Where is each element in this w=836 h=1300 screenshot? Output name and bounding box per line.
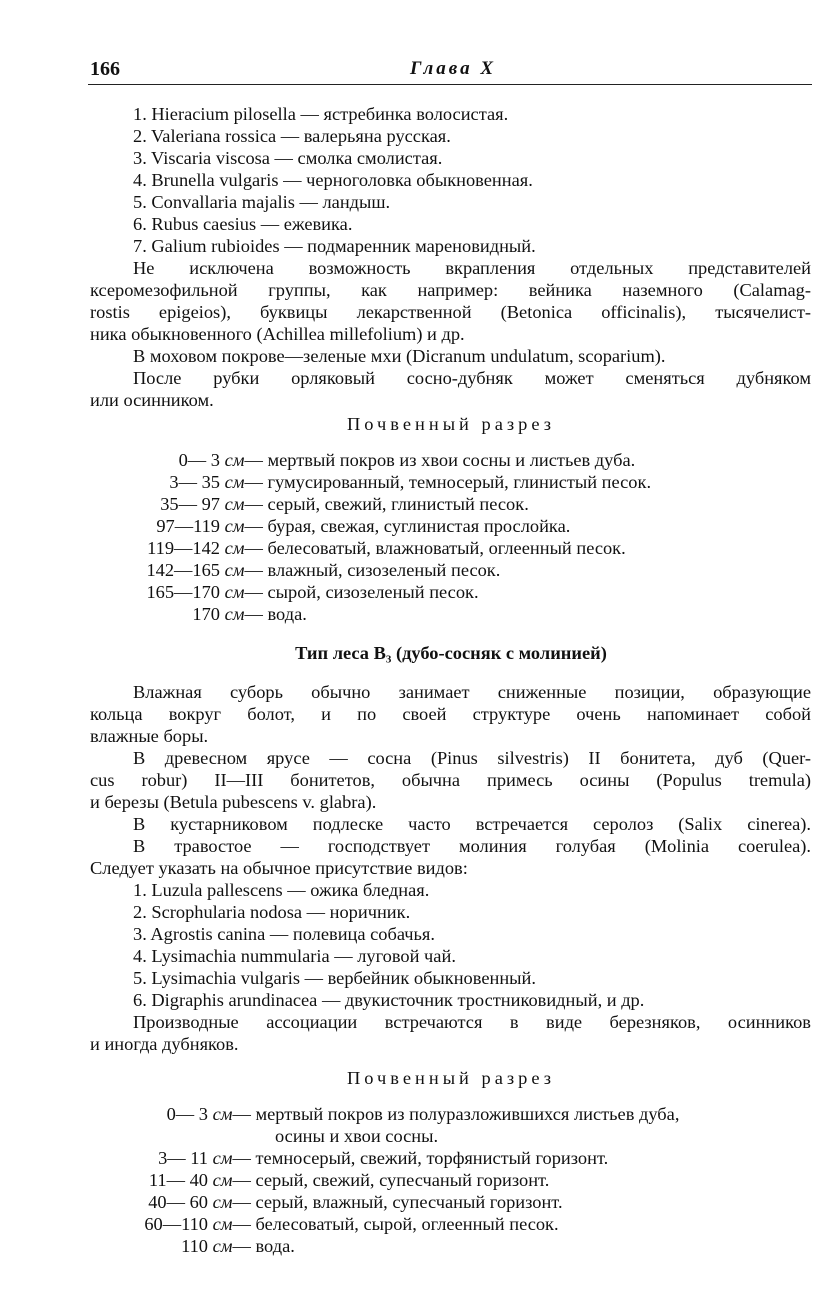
soil-description: — вода.	[244, 604, 307, 624]
soil-description: — серый, свежий, глинистый песок.	[244, 494, 529, 514]
soil-description: — гумусированный, темносерый, глинистый песок.	[244, 472, 652, 492]
soil-description: — мертвый покров из хвои сосны и листьев дуба.	[244, 450, 636, 470]
list-item: 5. Lysimachia vulgaris — вербейник обыкновенный.	[133, 968, 536, 988]
paragraph-line: cus robur) II—III бонитетов, обычна примесь осины (Populus tremula)	[90, 770, 811, 790]
paragraph-line: В моховом покрове—зеленые мхи (Dicranum undulatum, scoparium).	[133, 346, 666, 366]
soil-unit: см	[212, 1148, 233, 1168]
soil-row-continuation	[275, 1126, 438, 1148]
soil-row	[100, 1192, 563, 1214]
list-item: 1. Luzula pallescens — ожика бледная.	[133, 880, 430, 900]
soil-description: — темносерый, свежий, торфянистый горизонт.	[232, 1148, 609, 1168]
paragraph-line: Не исключена возможность вкрапления отдельных представителей	[133, 258, 811, 278]
soil-description: — белесоватый, сырой, оглеенный песок.	[232, 1214, 559, 1234]
paragraph-line: ника обыкновенного (Achillea millefolium) и др.	[90, 324, 465, 344]
soil-depth: 3— 35	[169, 472, 220, 492]
paragraph-line: В травостое — господствует молиния голубая (Molinia coerulea).	[133, 836, 811, 856]
soil-unit: см	[224, 472, 245, 492]
soil-profile-heading: Почвенный разрез	[347, 414, 555, 434]
soil-depth: 3— 11	[158, 1148, 208, 1168]
list-item: 3. Viscaria viscosa — смолка смолистая.	[133, 148, 443, 168]
paragraph-line: Следует указать на обычное присутствие видов:	[90, 858, 468, 878]
soil-depth: 40— 60	[148, 1192, 208, 1212]
soil-unit: см	[212, 1104, 233, 1124]
soil-row	[100, 494, 529, 516]
paragraph-line: и березы (Betula pubescens v. glabra).	[90, 792, 377, 812]
list-item: 3. Agrostis canina — полевица собачья.	[133, 924, 435, 944]
soil-row	[100, 516, 570, 538]
list-item: 7. Galium rubioides — подмаренник мареновидный.	[133, 236, 536, 256]
soil-unit: см	[224, 516, 245, 536]
list-item: 4. Lysimachia nummularia — луговой чай.	[133, 946, 456, 966]
soil-description: — сырой, сизозеленый песок.	[244, 582, 479, 602]
soil-description: — белесоватый, влажноватый, оглеенный песок.	[244, 538, 626, 558]
header-rule	[88, 84, 812, 85]
list-item: 4. Brunella vulgaris — черноголовка обыкновенная.	[133, 170, 533, 190]
soil-unit: см	[224, 494, 245, 514]
soil-row	[100, 538, 626, 560]
list-item: 1. Hieracium pilosella — ястребинка волосистая.	[133, 104, 509, 124]
soil-description: — влажный, сизозеленый песок.	[244, 560, 501, 580]
paragraph-line: влажные боры.	[90, 726, 209, 746]
paragraph-line: В древесном ярусе — сосна (Pinus silvestris) II бонитета, дуб (Quer-	[133, 748, 811, 768]
paragraph-line: rostis epigeios), буквицы лекарственной (Betonica officinalis), тысячелист-	[90, 302, 811, 322]
paragraph-line: ксеромезофильной группы, как например: вейника наземного (Calamag-	[90, 280, 811, 300]
soil-row	[100, 582, 479, 604]
paragraph-line: Влажная суборь обычно занимает сниженные позиции, образующие	[133, 682, 811, 702]
soil-profile-heading: Почвенный разрез	[347, 1068, 555, 1088]
soil-depth: 170	[192, 604, 220, 624]
soil-description: — серый, свежий, супесчаный горизонт.	[232, 1170, 550, 1190]
soil-row	[100, 1236, 295, 1258]
soil-description: — мертвый покров из полуразложившихся листьев дуба,	[232, 1104, 680, 1124]
list-item: 6. Digraphis arundinacea — двукисточник тростниковидный, и др.	[133, 990, 645, 1010]
running-header	[90, 58, 812, 84]
soil-row	[100, 1148, 608, 1170]
soil-unit: см	[224, 582, 245, 602]
page-number: 166	[90, 58, 120, 80]
soil-unit: см	[212, 1170, 233, 1190]
soil-depth: 11— 40	[148, 1170, 208, 1190]
soil-row	[100, 1170, 549, 1192]
list-item: 6. Rubus caesius — ежевика.	[133, 214, 353, 234]
list-item: 2. Valeriana rossica — валерьяна русская.	[133, 126, 451, 146]
paragraph-line: После рубки орляковый сосно-дубняк может сменяться дубняком	[133, 368, 811, 388]
soil-description: — бурая, свежая, суглинистая прослойка.	[244, 516, 571, 536]
soil-depth: 165—170	[146, 582, 220, 602]
soil-unit: см	[224, 604, 245, 624]
soil-depth: 0— 3	[178, 450, 220, 470]
paragraph-line: и иногда дубняков.	[90, 1034, 239, 1054]
soil-depth: 60—110	[144, 1214, 208, 1234]
soil-unit: см	[212, 1192, 233, 1212]
soil-unit: см	[212, 1214, 233, 1234]
soil-depth: 0— 3	[166, 1104, 208, 1124]
soil-depth: 142—165	[146, 560, 220, 580]
soil-row	[100, 450, 635, 472]
soil-unit: см	[212, 1236, 233, 1256]
soil-unit: см	[224, 538, 245, 558]
soil-row	[100, 1104, 679, 1126]
paragraph-line: кольца вокруг болот, и по своей структуре очень напоминает собой	[90, 704, 811, 724]
paragraph-line: или осинником.	[90, 390, 214, 410]
soil-description: — вода.	[232, 1236, 295, 1256]
soil-depth: 110	[181, 1236, 208, 1256]
paragraph-line: В кустарниковом подлеске часто встречается серолоз (Salix cinerea).	[133, 814, 811, 834]
soil-description: — серый, влажный, супесчаный горизонт.	[232, 1192, 563, 1212]
soil-depth: 97—119	[156, 516, 220, 536]
soil-row	[100, 472, 651, 494]
soil-row	[100, 604, 307, 626]
section-title: Тип леса В₃ (дубо-сосняк с молинией)	[295, 643, 607, 663]
paragraph-line: Производные ассоциации встречаются в виде березняков, осинников	[133, 1012, 811, 1032]
soil-depth: 35— 97	[160, 494, 220, 514]
chapter-title: Глава X	[410, 58, 496, 79]
soil-depth: 119—142	[147, 538, 220, 558]
list-item: 5. Convallaria majalis — ландыш.	[133, 192, 391, 212]
soil-unit: см	[224, 450, 245, 470]
soil-unit: см	[224, 560, 245, 580]
soil-row	[100, 1214, 559, 1236]
soil-description: осины и хвои сосны.	[275, 1126, 439, 1146]
soil-row	[100, 560, 500, 582]
list-item: 2. Scrophularia nodosa — норичник.	[133, 902, 411, 922]
